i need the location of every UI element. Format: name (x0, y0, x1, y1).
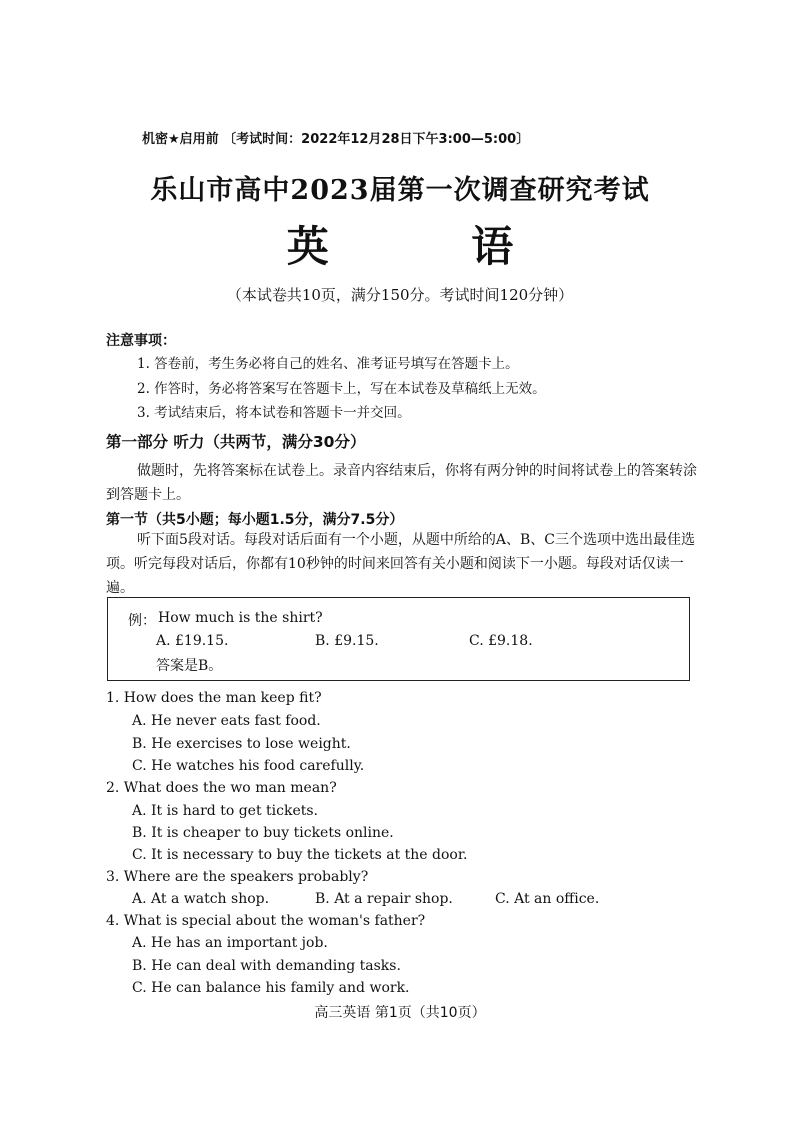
example-label: 例： (128, 613, 156, 629)
example-question: How much is the shirt? (158, 610, 323, 626)
part1-instructions: 做题时，先将答案标在试卷上。录音内容结束后，你将有两分钟的时间将试卷上的答案转涂到答题卡上。 (106, 463, 697, 503)
example-box (107, 597, 690, 681)
example-option-a: A. £19.15. (156, 633, 229, 649)
question-option: B. At a repair shop. (315, 891, 453, 907)
example-option-b: B. £9.15. (315, 633, 379, 649)
question-option: B. He exercises to lose weight. (132, 736, 351, 752)
notes-title: 注意事项： (106, 333, 176, 349)
question-stem: 4. What is special about the woman's father? (106, 913, 426, 929)
example-answer: 答案是B。 (156, 658, 223, 674)
subject-title: 英 语 (286, 222, 558, 271)
question-option: C. He can balance his family and work. (132, 980, 410, 996)
exam-title: 乐山市高中2023届第一次调查研究考试 (150, 175, 650, 206)
question-option: C. It is necessary to buy the tickets at the door. (132, 847, 468, 863)
part1-title: 第一部分 听力（共两节，满分30分） (106, 433, 366, 451)
question-stem: 2. What does the wo man mean? (106, 780, 337, 796)
question-option: A. It is hard to get tickets. (132, 803, 318, 819)
exam-info: （本试卷共10页，满分150分。考试时间120分钟） (226, 286, 574, 304)
example-option-c: C. £9.18. (469, 633, 533, 649)
note-item: 1. 答卷前，考生务必将自己的姓名、准考证号填写在答题卡上。 (137, 356, 519, 372)
question-option: C. He watches his food carefully. (132, 758, 365, 774)
question-option: A. At a watch shop. (132, 891, 270, 907)
question-option: C. At an office. (495, 891, 600, 907)
question-option: A. He has an important job. (132, 935, 328, 951)
question-option: B. It is cheaper to buy tickets online. (132, 825, 394, 841)
question-stem: 3. Where are the speakers probably? (106, 869, 369, 885)
page-footer: 高三英语 第1页（共10页） (314, 1005, 486, 1021)
section1-instructions: 听下面5段对话。每段对话后面有一个小题，从题中所给的A、B、C三个选项中选出最佳选项。听完每段对话后，你都有10秒钟的时间来回答有关小题和阅读下一小题。每段对话仅读一遍。 (106, 532, 696, 596)
note-item: 2. 作答时，务必将答案写在答题卡上，写在本试卷及草稿纸上无效。 (137, 381, 546, 397)
note-item: 3. 考试结束后，将本试卷和答题卡一并交回。 (137, 405, 411, 421)
section1-title: 第一节（共5小题；每小题1.5分，满分7.5分） (106, 512, 404, 528)
question-option: B. He can deal with demanding tasks. (132, 958, 401, 974)
confidential-notice: 机密★启用前 〔考试时间：2022年12月28日下午3:00—5:00〕 (142, 132, 530, 147)
question-stem: 1. How does the man keep fit? (106, 690, 322, 706)
question-option: A. He never eats fast food. (132, 713, 321, 729)
